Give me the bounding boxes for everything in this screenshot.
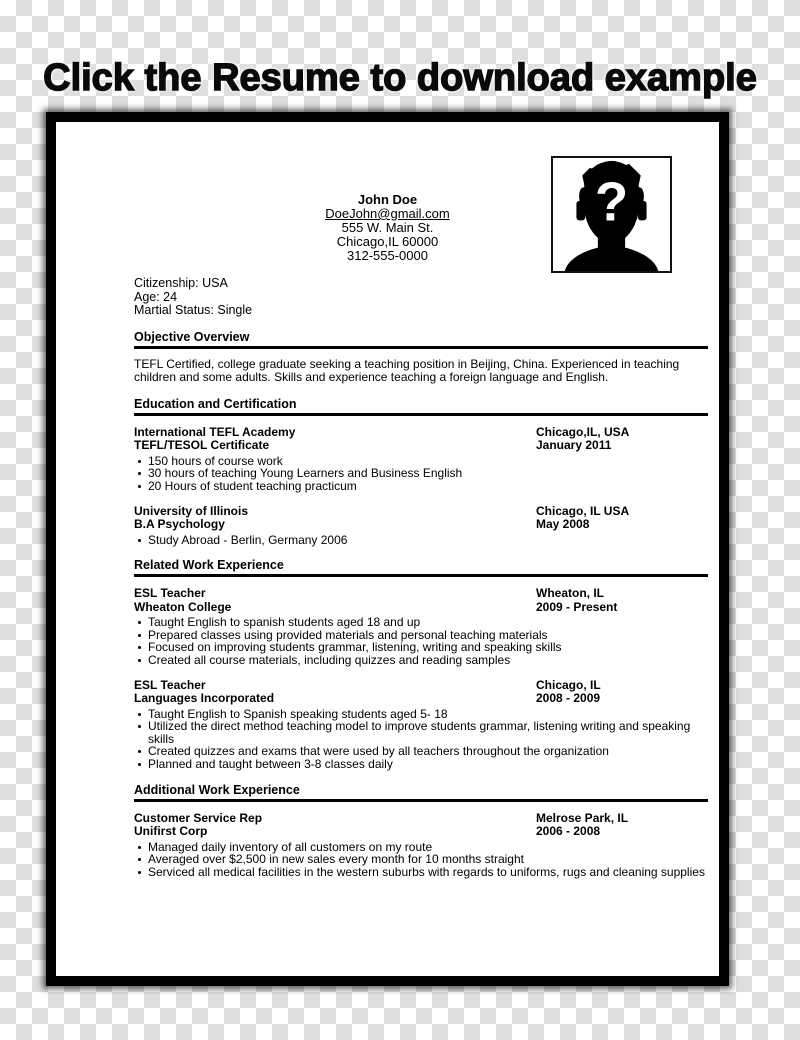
contact-name: John Doe	[357, 192, 418, 207]
entry-date: January 2011	[536, 438, 612, 453]
personal-detail-line: Martial Status: Single	[134, 303, 253, 318]
entry-left-column	[134, 812, 536, 839]
personal-details	[134, 277, 708, 318]
entry-bullets	[134, 455, 708, 493]
section-divider-rule	[134, 799, 708, 802]
entry-title: International TEFL Academy	[134, 424, 296, 439]
experience-entry	[134, 505, 708, 547]
bullet-item: Prepared classes using provided materials and personal teaching materials	[134, 629, 708, 642]
section-body	[134, 812, 708, 879]
entry-bullets	[134, 841, 708, 879]
entry-left-column	[134, 587, 536, 614]
entry-right-column	[536, 587, 708, 614]
entry-header-row	[134, 679, 708, 706]
entry-date: 2006 - 2008	[536, 824, 601, 838]
entry-date: May 2008	[536, 517, 590, 532]
bullet-item: Utilized the direct method teaching model to improve students grammar, listening writing and speaking skills	[134, 720, 708, 745]
bullet-item: Created all course materials, including quizzes and reading samples	[134, 654, 708, 667]
entry-subtitle: TEFL/TESOL Certificate	[134, 438, 270, 453]
entry-header-row	[134, 505, 708, 532]
entry-left-column	[134, 505, 536, 532]
entry-location: Wheaton, IL	[536, 586, 604, 601]
entry-header-row	[134, 426, 708, 453]
bullet-item: Taught English to spanish students aged 18 and up	[134, 616, 708, 629]
entry-header-row	[134, 587, 708, 614]
bullet-item: Created quizzes and exams that were used by all teachers throughout the organization	[134, 745, 708, 758]
experience-entry	[134, 426, 708, 493]
entry-title: Customer Service Rep	[134, 810, 263, 825]
entry-subtitle: Unifirst Corp	[134, 824, 208, 838]
experience-entry	[134, 587, 708, 666]
banner-title: Click the Resume to download example	[43, 57, 757, 99]
bullet-item: Managed daily inventory of all customers on my route	[134, 841, 708, 854]
entry-title: University of Illinois	[134, 503, 249, 518]
contact-phone: 312-555-0000	[347, 248, 428, 263]
entry-subtitle: B.A Psychology	[134, 517, 225, 532]
section-divider-rule	[134, 346, 708, 349]
bullet-item: Taught English to Spanish speaking students aged 5- 18	[134, 708, 708, 721]
entry-location: Chicago, IL	[536, 677, 601, 692]
placeholder-photo	[551, 156, 672, 273]
entry-date: 2009 - Present	[536, 599, 618, 614]
bullet-item: Study Abroad - Berlin, Germany 2006	[134, 534, 708, 547]
resume-sections	[134, 330, 708, 879]
entry-bullets	[134, 708, 708, 771]
entry-title: ESL Teacher	[134, 677, 206, 692]
section-divider-rule	[134, 574, 708, 577]
section-heading: Objective Overview	[134, 329, 250, 344]
experience-entry	[134, 679, 708, 771]
resume-document-link[interactable]	[46, 112, 729, 986]
resume-section	[134, 558, 708, 770]
section-heading: Education and Certification	[134, 396, 297, 411]
section-divider-rule	[134, 413, 708, 416]
resume-section	[134, 783, 708, 879]
bullet-item: Serviced all medical facilities in the western suburbs with regards to uniforms, rugs and cleaning supplies	[134, 866, 708, 879]
contact-email-link[interactable]: DoeJohn@gmail.com	[325, 206, 450, 221]
section-body	[134, 587, 708, 770]
section-heading: Related Work Experience	[134, 558, 284, 573]
entry-subtitle: Wheaton College	[134, 599, 232, 614]
personal-detail-line: Age: 24	[134, 289, 178, 304]
entry-location: Chicago,IL, USA	[536, 424, 630, 439]
entry-header-row	[134, 812, 708, 839]
entry-right-column	[536, 679, 708, 706]
section-body	[134, 426, 708, 546]
bullet-item: 20 Hours of student teaching practicum	[134, 480, 708, 493]
entry-subtitle: Languages Incorporated	[134, 691, 275, 706]
resume-section	[134, 397, 708, 546]
experience-entry	[134, 812, 708, 879]
section-paragraph: TEFL Certified, college graduate seeking a teaching position in Beijing, China. Experienced in teaching children and some adults. Skills and experience teaching a foreign language and English.	[134, 356, 680, 385]
entry-location: Melrose Park, IL	[536, 810, 629, 825]
entry-right-column	[536, 812, 708, 839]
entry-right-column	[536, 505, 708, 532]
bullet-item: 150 hours of course work	[134, 455, 708, 468]
entry-left-column	[134, 679, 536, 706]
entry-date: 2008 - 2009	[536, 691, 601, 706]
question-mark-glyph: ?	[594, 171, 629, 233]
bullet-item: Focused on improving students grammar, listening, writing and speaking skills	[134, 641, 708, 654]
question-mark-head-silhouette-icon	[553, 158, 670, 271]
section-body	[134, 358, 708, 385]
entry-bullets	[134, 534, 708, 547]
resume-section	[134, 330, 708, 385]
contact-address-line1: 555 W. Main St.	[341, 220, 434, 235]
entry-left-column	[134, 426, 536, 453]
entry-title: ESL Teacher	[134, 586, 206, 601]
entry-bullets	[134, 616, 708, 666]
bullet-item: 30 hours of teaching Young Learners and Business English	[134, 467, 708, 480]
entry-location: Chicago, IL USA	[536, 503, 630, 518]
entry-right-column	[536, 426, 708, 453]
section-heading: Additional Work Experience	[134, 782, 300, 797]
bullet-item: Averaged over $2,500 in new sales every month for 10 months straight	[134, 853, 708, 866]
contact-address-line2: Chicago,IL 60000	[336, 234, 439, 249]
personal-detail-line: Citizenship: USA	[134, 276, 228, 290]
bullet-item: Planned and taught between 3-8 classes daily	[134, 758, 708, 771]
